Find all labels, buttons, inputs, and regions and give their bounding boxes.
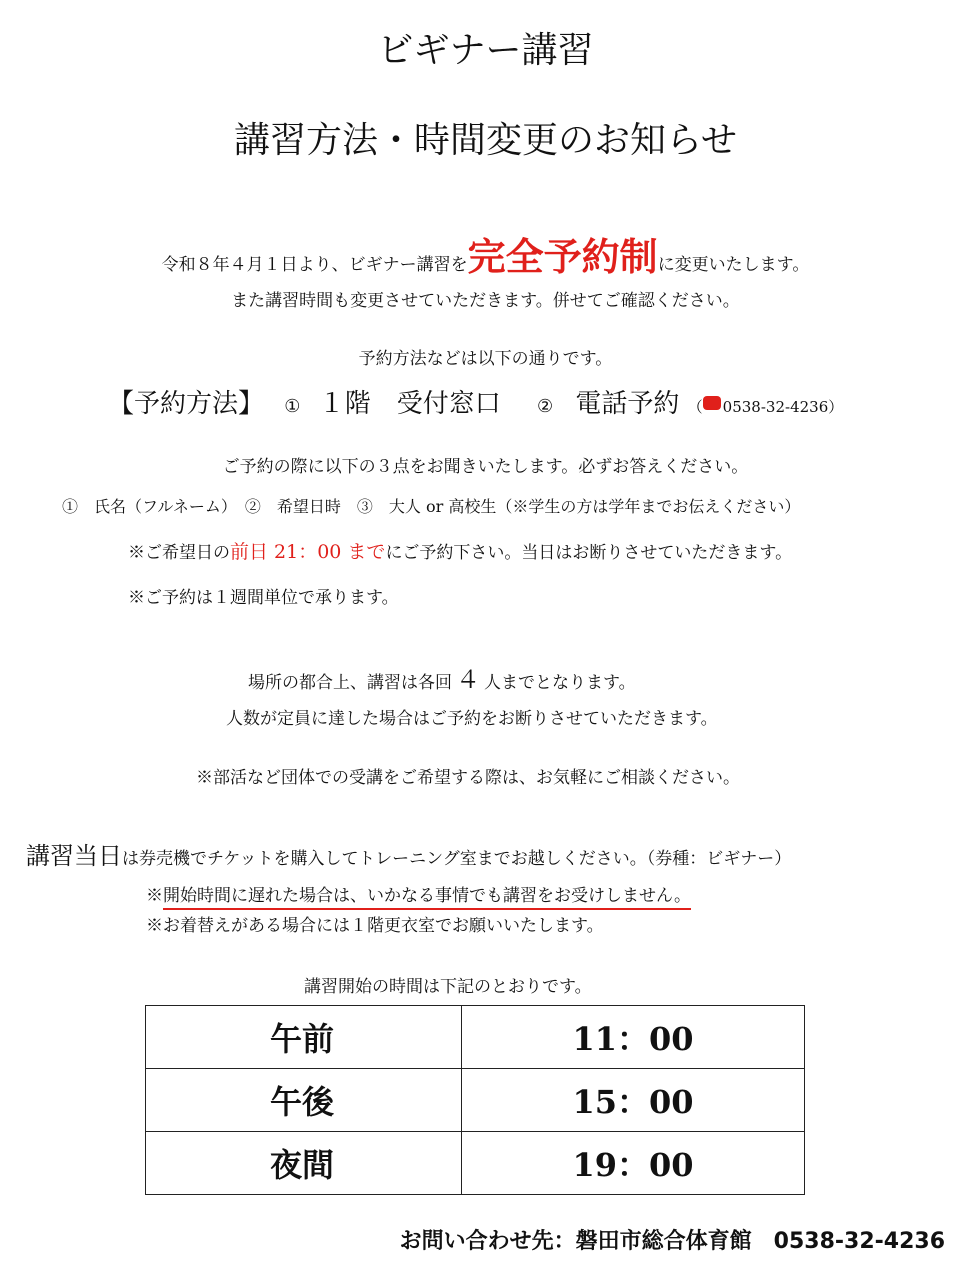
intro-line-2: また講習時間も変更させていただきます。併せてご確認ください。: [231, 291, 740, 311]
deadline-notice: [128, 537, 792, 564]
deadline-post: にご予約下さい。当日はお断りさせていただきます。: [385, 543, 793, 563]
deadline-pre: ※ご希望日の: [128, 543, 230, 563]
option-1-number: ①: [284, 396, 301, 417]
page-subtitle: 講習方法・時間変更のお知らせ: [234, 120, 737, 161]
late-warning: [146, 881, 691, 906]
schedule-intro: 講習開始の時間は下記のとおりです。: [304, 977, 592, 997]
contact-info: お問い合わせ先：磐田市総合体育館 0538-32-4236: [399, 1229, 945, 1254]
telephone-icon: [703, 396, 721, 410]
session-time: 11：00: [462, 1006, 805, 1069]
late-mark: ※: [146, 886, 163, 906]
group-notice: ※部活など団体での受講をご希望する際は、お気軽にご相談ください。: [196, 768, 740, 788]
reservation-intro: 予約方法などは以下の通りです。: [358, 349, 613, 369]
session-time: 19：00: [462, 1132, 805, 1195]
table-row: [146, 1006, 805, 1069]
page-title: ビギナー講習: [377, 30, 594, 71]
intro-text-pre: 令和８年４月１日より、ビギナー講習を: [161, 255, 468, 275]
option-1-reception: １階 受付窓口: [318, 389, 501, 419]
intro-text-post: に変更いたします。: [657, 255, 810, 275]
day-of-rest: は券売機でチケットを購入してトレーニング室までお越しください。（券種：ビギナー）: [122, 849, 792, 869]
weekly-notice: ※ご予約は１週間単位で承ります。: [128, 588, 399, 608]
deadline-highlight: 前日 21：00 まで: [230, 541, 386, 563]
schedule-table: [145, 1005, 805, 1195]
intro-line-1: [0, 226, 971, 281]
option-2-number: ②: [536, 396, 554, 417]
reservation-heading: 【予約方法】: [108, 389, 265, 419]
day-of-lead: 講習当日: [26, 842, 122, 870]
session-time: 15：00: [462, 1069, 805, 1132]
required-points: ① 氏名（フルネーム） ② 希望日時 ③ 大人 or 高校生（※学生の方は学年までお伝えください）: [62, 497, 801, 516]
option-2-phone: 電話予約: [575, 389, 680, 419]
capacity-number: ４: [456, 666, 480, 694]
capacity-line-1: [248, 660, 636, 695]
changing-room-notice: ※お着替えがある場合には１階更衣室でお願いいたします。: [146, 916, 604, 936]
table-row: [146, 1069, 805, 1132]
session-label: 午前: [146, 1006, 462, 1069]
capacity-pre: 場所の都合上、講習は各回: [248, 673, 452, 693]
capacity-post: 人までとなります。: [484, 673, 636, 693]
table-row: [146, 1132, 805, 1195]
ask-three-points: ご予約の際に以下の３点をお聞きいたします。必ずお答えください。: [222, 457, 749, 477]
full-reservation-highlight: 完全予約制: [467, 234, 658, 279]
phone-open-paren: （: [687, 398, 703, 416]
day-of-instructions: [26, 836, 791, 871]
session-label: 午後: [146, 1069, 462, 1132]
capacity-line-2: 人数が定員に達した場合はご予約をお断りさせていただきます。: [226, 709, 718, 729]
phone-number: 0538-32-4236）: [722, 398, 844, 416]
reservation-methods: [108, 383, 843, 420]
session-label: 夜間: [146, 1132, 462, 1195]
late-warning-text: 開始時間に遅れた場合は、いかなる事情でも講習をお受けしません。: [163, 886, 691, 910]
